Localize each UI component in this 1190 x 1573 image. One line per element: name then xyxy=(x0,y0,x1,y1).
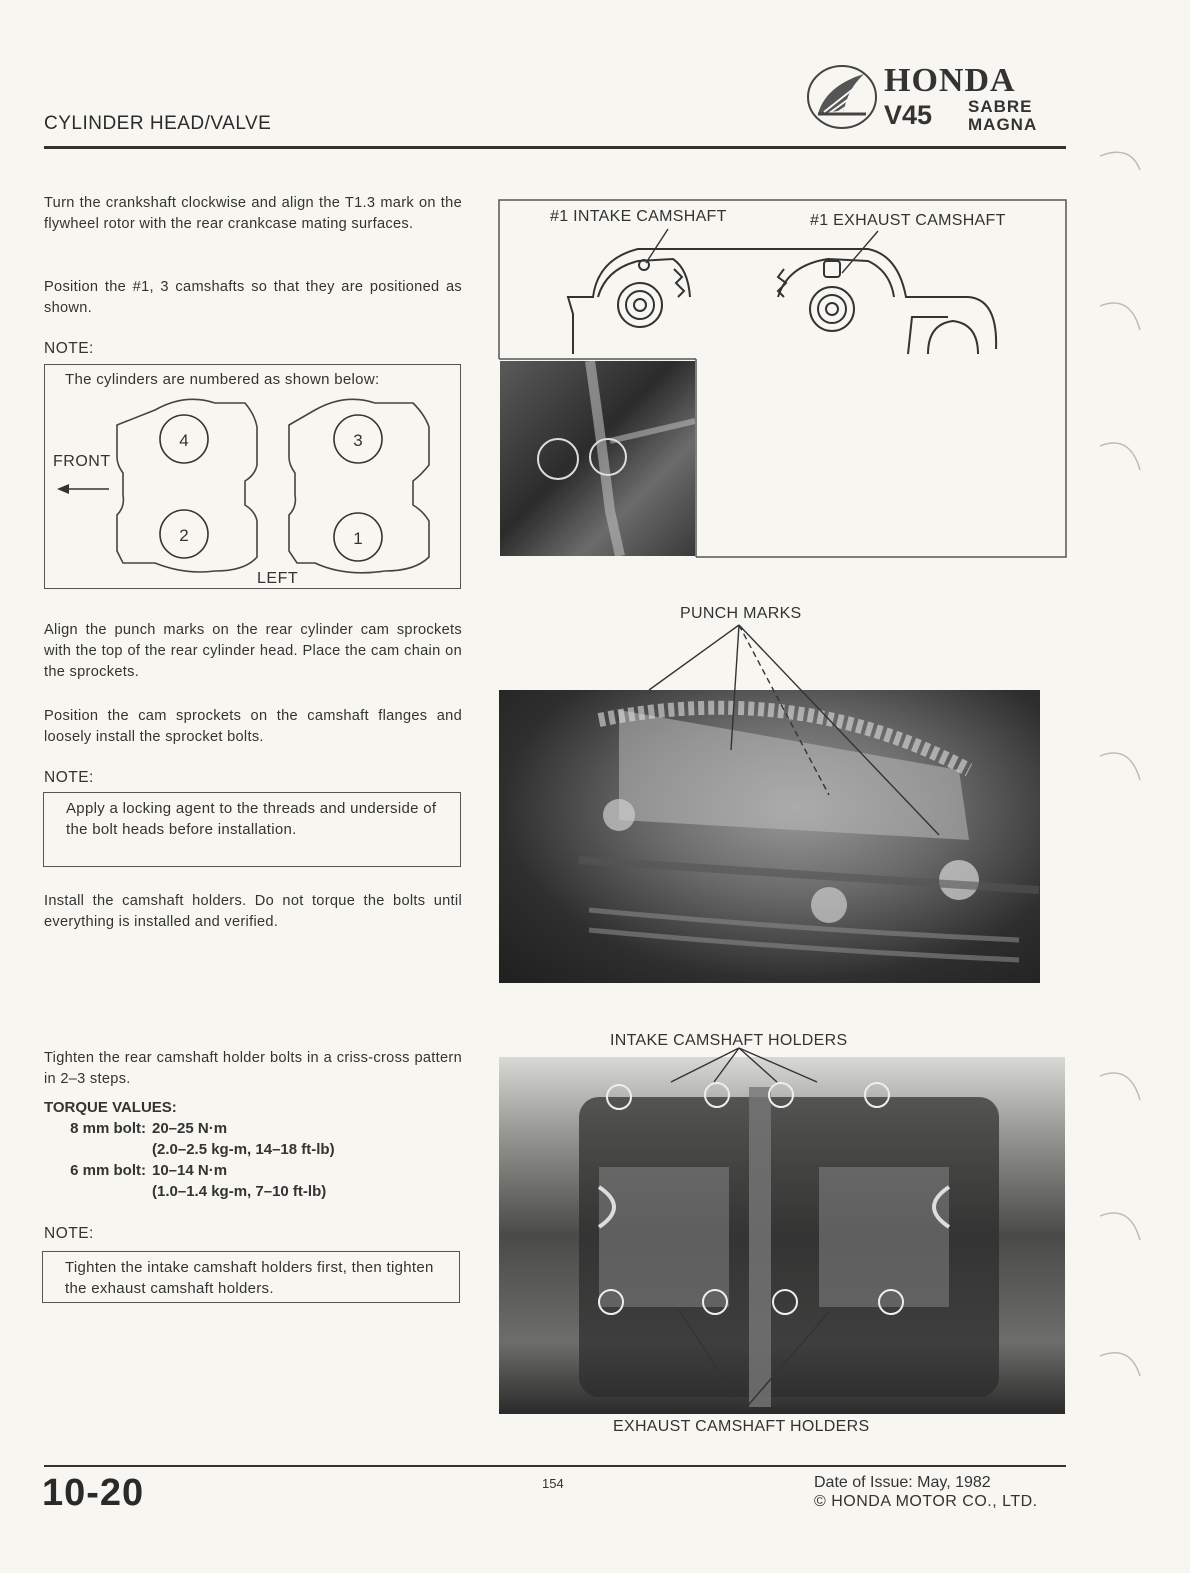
torque-detail-8mm: (2.0–2.5 kg-m, 14–18 ft-lb) xyxy=(152,1141,335,1158)
torque-title: TORQUE VALUES: xyxy=(44,1099,177,1116)
model-sub-magna: MAGNA xyxy=(968,115,1038,134)
instruction-punch-marks: Align the punch marks on the rear cylinder cam sprockets with the top of the rear cylinder head. Place the cam chain on the sprockets. xyxy=(44,622,462,680)
model-sub-sabre: SABRE xyxy=(968,97,1033,116)
page-number: 10-20 xyxy=(42,1472,145,1514)
cylinder-layout-diagram xyxy=(45,365,459,587)
torque-detail-6mm: (1.0–1.4 kg-m, 7–10 ft-lb) xyxy=(152,1183,327,1200)
cylinder-note-text: The cylinders are numbered as shown below: xyxy=(65,371,380,388)
instruction-camshaft-holders: Install the camshaft holders. Do not torque the bolts until everything is installed and verified. xyxy=(44,893,462,930)
honda-wing-logo xyxy=(804,62,880,132)
section-title: CYLINDER HEAD/VALVE xyxy=(44,113,272,134)
instruction-sprocket-bolts: Position the cam sprockets on the camshaft flanges and loosely install the sprocket bolts. xyxy=(44,708,462,745)
left-label: LEFT xyxy=(257,570,299,587)
torque-value-6mm: 10–14 N·m xyxy=(152,1162,228,1179)
front-label: FRONT xyxy=(53,453,111,470)
model-name: V45 xyxy=(884,100,933,130)
cylinder-1-label: 1 xyxy=(353,529,363,548)
torque-value-8mm: 20–25 N·m xyxy=(152,1120,228,1137)
punch-marks-leaders xyxy=(499,620,1040,860)
footer-rule xyxy=(44,1465,1066,1467)
instruction-camshafts: Position the #1, 3 camshafts so that they are positioned as shown. xyxy=(44,279,462,316)
sheet-number: 154 xyxy=(542,1476,564,1491)
header-rule xyxy=(44,146,1066,149)
torque-size-8mm: 8 mm bolt: xyxy=(70,1120,146,1137)
torque-values xyxy=(44,1097,335,1202)
note-label-2: NOTE: xyxy=(44,769,94,786)
instruction-tighten-bolts: Tighten the rear camshaft holder bolts in a criss-cross pattern in 2–3 steps. xyxy=(44,1050,462,1087)
intake-holders-label: INTAKE CAMSHAFT HOLDERS xyxy=(610,1032,848,1049)
instruction-crankshaft: Turn the crankshaft clockwise and align the T1.3 mark on the flywheel rotor with the rear crankcase mating surfaces. xyxy=(44,195,462,232)
cylinder-3-label: 3 xyxy=(353,431,363,450)
torque-size-6mm: 6 mm bolt: xyxy=(70,1162,146,1179)
locking-agent-note-box: Apply a locking agent to the threads and underside of the bolt heads before installation. xyxy=(43,792,461,867)
note-label-1: NOTE: xyxy=(44,340,94,357)
holders-leaders xyxy=(499,1040,1065,1420)
timing-mark-photo xyxy=(500,361,695,556)
brand-name: HONDA xyxy=(884,62,1016,99)
punch-marks-label: PUNCH MARKS xyxy=(680,605,802,622)
camshaft-figure xyxy=(498,199,1067,558)
intake-camshaft-label: #1 INTAKE CAMSHAFT xyxy=(550,208,727,225)
note-label-3: NOTE: xyxy=(44,1225,94,1242)
issue-date: Date of Issue: May, 1982 xyxy=(814,1474,991,1491)
exhaust-camshaft-label: #1 EXHAUST CAMSHAFT xyxy=(810,212,1006,229)
tightening-order-note-box: Tighten the intake camshaft holders first, then tighten the exhaust camshaft holders. xyxy=(42,1251,460,1303)
copyright: © HONDA MOTOR CO., LTD. xyxy=(814,1493,1038,1510)
cylinder-note-box xyxy=(44,364,461,589)
exhaust-holders-label: EXHAUST CAMSHAFT HOLDERS xyxy=(613,1418,870,1435)
cylinder-2-label: 2 xyxy=(179,526,189,545)
binder-hole-marks xyxy=(1100,140,1160,1380)
cylinder-4-label: 4 xyxy=(179,431,189,450)
